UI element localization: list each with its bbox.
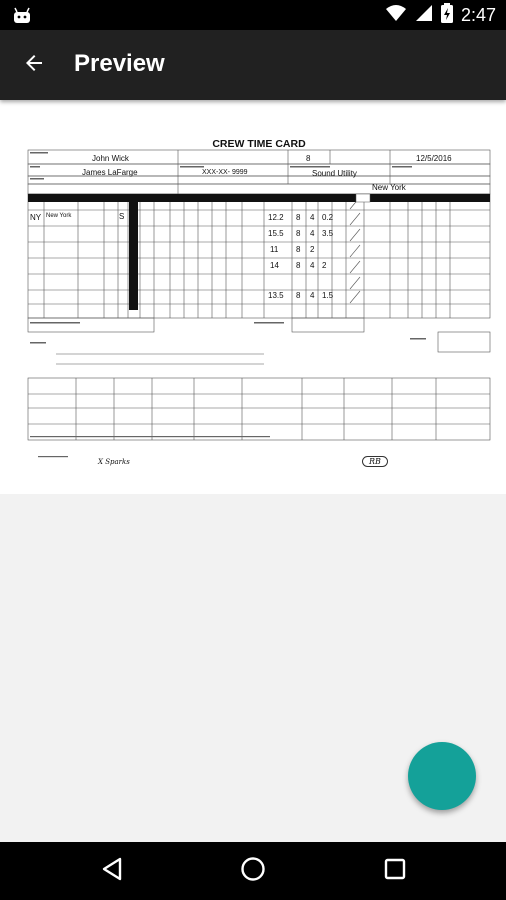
approved-signature: RB xyxy=(362,456,388,467)
android-notification-icon xyxy=(12,6,32,24)
arrow-back-icon xyxy=(22,51,46,80)
row-2-col1: 15.5 xyxy=(268,229,284,238)
time-card-form-lines xyxy=(26,138,492,458)
battery-icon xyxy=(441,3,453,28)
back-button[interactable] xyxy=(16,47,52,83)
navigation-bar xyxy=(0,842,506,900)
nav-back-button[interactable] xyxy=(92,854,132,888)
crew-time-card xyxy=(26,138,492,466)
row-2-col2: 8 xyxy=(296,229,301,238)
card-title: CREW TIME CARD xyxy=(212,138,306,150)
status-time: 2:47 xyxy=(460,4,496,25)
row-1-col2: 8 xyxy=(296,213,301,222)
state-value: NY xyxy=(30,213,42,222)
department-value: Sound Utility xyxy=(312,169,357,178)
ssn-value: XXX-XX- 9999 xyxy=(202,169,248,176)
row-4-col3: 4 xyxy=(310,261,315,270)
city-row-value: New York xyxy=(46,213,72,219)
row-4-col4: 2 xyxy=(322,261,327,270)
row-6-col3: 4 xyxy=(310,291,315,300)
row-6-col2: 8 xyxy=(296,291,301,300)
row-6-col4: 1.5 xyxy=(322,291,334,300)
row-3-col1: 11 xyxy=(270,245,279,254)
row-1-col3: 4 xyxy=(310,213,315,222)
floating-action-button[interactable] xyxy=(408,742,476,810)
position-name: James LaFarge xyxy=(82,168,138,177)
app-bar xyxy=(0,30,506,100)
page-title: Preview xyxy=(74,50,165,77)
date-value: 12/5/2016 xyxy=(416,154,452,163)
employee-name: John Wick xyxy=(92,154,129,163)
employee-signature: X Sparks xyxy=(98,458,130,466)
row-3-col2: 8 xyxy=(296,245,301,254)
circle-home-icon xyxy=(240,856,266,887)
row-2-col3: 4 xyxy=(310,229,315,238)
row-6-col1: 13.5 xyxy=(268,291,284,300)
status-indicators xyxy=(385,4,496,26)
row-1-code: S xyxy=(119,212,125,221)
nav-home-button[interactable] xyxy=(233,854,273,888)
row-2-col4: 3.5 xyxy=(322,229,334,238)
city-value: New York xyxy=(372,183,406,192)
square-recents-icon xyxy=(384,858,406,885)
nav-recents-button[interactable] xyxy=(375,854,415,888)
week-number: 8 xyxy=(306,154,311,163)
row-4-col2: 8 xyxy=(296,261,301,270)
row-3-col3: 2 xyxy=(310,245,315,254)
wifi-icon xyxy=(385,4,407,27)
document-preview[interactable] xyxy=(0,100,506,494)
row-1-col1: 12.2 xyxy=(268,213,284,222)
signal-icon xyxy=(415,4,433,27)
row-4-col1: 14 xyxy=(270,261,279,270)
row-1-col4: 0.2 xyxy=(322,213,334,222)
triangle-back-icon xyxy=(101,857,123,886)
status-bar xyxy=(0,0,506,30)
